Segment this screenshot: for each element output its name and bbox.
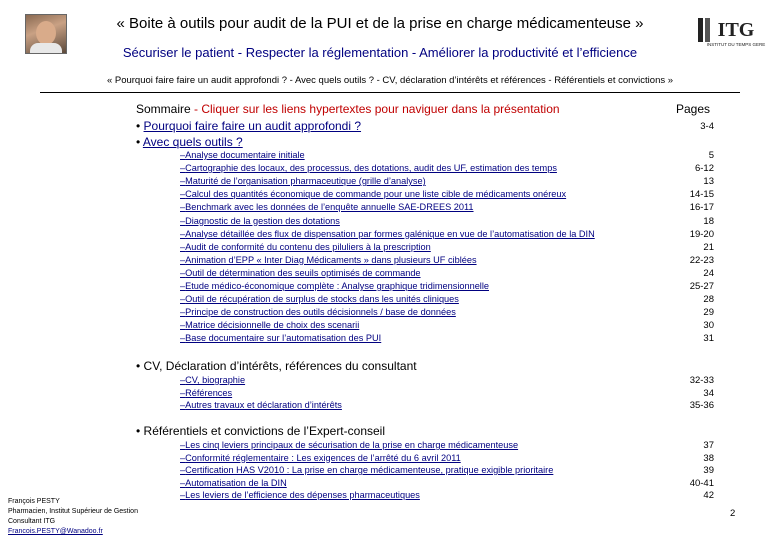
toc-subitem-label: Principe de construction des outils décisionnels / base de données (185, 307, 456, 318)
dash: – (180, 490, 186, 500)
toc-subitem-pages: 5 (708, 150, 714, 161)
toc-subitem-link[interactable] (180, 320, 359, 330)
dash: – (180, 150, 186, 160)
toc-subitem-pages: 13 (703, 176, 714, 188)
cv-section-title: CV, Déclaration d’intérêts, références du consultant (143, 359, 417, 373)
bullet: • (136, 359, 141, 373)
toc-subitem-link[interactable] (180, 440, 518, 450)
page-subtitle: Sécuriser le patient - Respecter la réglementation - Améliorer la productivité et l’efficience (122, 45, 638, 60)
toc-subitem-link[interactable] (180, 150, 305, 160)
dash: – (180, 215, 186, 226)
toc-entry-why (136, 119, 361, 133)
toc-subitem-link[interactable] (180, 229, 595, 239)
toc-subitem-label: Certification HAS V2010 : La prise en charge médicamenteuse, pratique exigible prioritaire (185, 465, 554, 475)
toc-subitem-pages: 39 (703, 465, 714, 476)
toc-subitem-link[interactable] (180, 202, 474, 212)
toc-subitem-label: Analyse détaillée des flux de dispensation par formes galénique en vue de l’automatisation de la DIN (185, 228, 595, 239)
toc-subitem-pages: 40-41 (689, 477, 714, 489)
why-audit-pages: 3-4 (700, 121, 714, 132)
toc-subitem-label: Audit de conformité du contenu des piluliers à la prescription (185, 241, 431, 252)
summary-heading (136, 102, 560, 116)
toc-subitem-link[interactable] (180, 176, 426, 186)
logo-subtext: INSTITUT DU TEMPS GERE (706, 42, 766, 47)
toc-subitem-label: Base documentaire sur l’automatisation des PUI (185, 333, 382, 344)
toc-subitem-label: Autres travaux et déclaration d’intérêts (185, 400, 342, 410)
toc-subitem-pages: 18 (703, 215, 714, 227)
toc-subitem-link[interactable] (180, 163, 557, 173)
cv-section-heading (136, 359, 417, 373)
toc-subitem-label: Outil de récupération de surplus de stocks dans les unités cliniques (185, 294, 459, 305)
toc-entry-tools (136, 135, 243, 149)
toc-subitem-label: Calcul des quantités économique de commande pour une liste cible de médicaments onéreux (185, 189, 567, 200)
toc-subitem-label: Animation d’EPP « Inter Diag Médicaments » dans plusieurs UF ciblées (185, 254, 477, 265)
toc-subitem-pages: 38 (703, 452, 714, 464)
toc-subitem-label: Conformité réglementaire : Les exigences de l’arrêté du 6 avril 2011 (185, 452, 461, 463)
toc-subitem-pages: 6-12 (694, 163, 714, 175)
toc-subitem-link[interactable] (180, 388, 232, 398)
dash: – (180, 477, 186, 488)
summary-title: Sommaire (136, 102, 191, 116)
toc-subitem-pages: 29 (703, 307, 714, 319)
photo-shirt (30, 43, 62, 53)
toc-subitem-label: Etude médico-économique complète : Analyse graphique tridimensionnelle (185, 281, 490, 291)
photo-face (36, 21, 56, 45)
toc-subitem-pages: 21 (703, 241, 714, 253)
toc-subitem-pages: 37 (703, 440, 714, 451)
dash: – (180, 465, 186, 475)
pages-column-header: Pages (676, 102, 711, 116)
toc-subitem-link[interactable] (180, 268, 421, 278)
toc-subitem-label: CV, biographie (185, 375, 246, 385)
page-number: 2 (730, 508, 736, 519)
toc-subitem-pages: 30 (703, 320, 714, 332)
dash: – (180, 294, 186, 305)
dash: – (180, 228, 186, 239)
dash: – (180, 320, 186, 331)
logo-text: ITG (717, 19, 755, 41)
bullet: • (136, 424, 141, 438)
summary-hint: - Cliquer sur les liens hypertextes pour naviguer dans la présentation (190, 102, 560, 116)
toc-subitem-label: Les leviers de l’efficience des dépenses pharmaceutiques (185, 490, 420, 500)
toc-subitem-pages: 35-36 (689, 400, 714, 411)
toc-subitem-label: Cartographie des locaux, des processus, des dotations, audit des UF, estimation des temps (185, 163, 557, 174)
bullet: • (136, 119, 141, 133)
ref-section-title: Référentiels et convictions de l’Expert-conseil (143, 424, 385, 438)
header-divider (40, 92, 740, 93)
dash: – (180, 387, 186, 398)
toc-subitem-label: Benchmark avec les données de l’enquête annuelle SAE-DREES 2011 (185, 202, 474, 213)
breadcrumb: « Pourquoi faire faire un audit approfondi ? - Avec quels outils ? - CV, déclaration d’intérêts et références - Référentiels et convictions » (106, 75, 674, 86)
dash: – (180, 440, 186, 450)
dash: – (180, 254, 186, 265)
toc-subitem-link[interactable] (180, 216, 340, 226)
dash: – (180, 241, 186, 252)
toc-subitem-link[interactable] (180, 281, 489, 291)
dash: – (180, 333, 186, 344)
toc-subitem-label: Diagnostic de la gestion des dotations (185, 215, 340, 226)
toc-subitem-link[interactable] (180, 478, 287, 488)
toc-subitem-label: Les cinq leviers principaux de sécurisation de la prise en charge médicamenteuse (185, 440, 519, 450)
dash: – (180, 281, 186, 291)
dash: – (180, 267, 186, 278)
itg-logo (698, 14, 766, 48)
author-email-link[interactable]: Francois.PESTY@Wanadoo.fr (8, 528, 103, 535)
tools-link[interactable]: Avec quels outils ? (142, 135, 243, 149)
author-name: François PESTY (8, 498, 60, 505)
toc-subitem-label: Outil de détermination des seuils optimisés de commande (185, 267, 421, 278)
toc-subitem-link[interactable] (180, 333, 381, 343)
toc-subitem-link[interactable] (180, 255, 477, 265)
toc-subitem-pages: 24 (703, 267, 714, 279)
dash: – (180, 176, 186, 187)
toc-subitem-label: Références (185, 387, 233, 398)
toc-subitem-pages: 42 (703, 490, 714, 501)
toc-subitem-link[interactable] (180, 294, 459, 304)
toc-subitem-pages: 25-27 (689, 281, 714, 292)
toc-subitem-pages: 16-17 (689, 202, 714, 214)
toc-subitem-label: Analyse documentaire initiale (185, 150, 305, 160)
dash: – (180, 189, 186, 200)
toc-subitem-pages: 31 (703, 333, 714, 345)
author-title: Consultant ITG (8, 518, 56, 525)
ref-section-heading (136, 424, 385, 438)
toc-subitem-pages: 34 (703, 387, 714, 399)
why-audit-link[interactable]: Pourquoi faire faire un audit approfondi ? (143, 119, 362, 133)
toc-subitem-label: Automatisation de la DIN (185, 477, 287, 488)
dash: – (180, 163, 186, 174)
toc-subitem-link[interactable] (180, 189, 566, 199)
toc-subitem-link[interactable] (180, 465, 553, 475)
toc-subitem-link[interactable] (180, 453, 461, 463)
toc-subitem-pages: 14-15 (689, 189, 714, 201)
toc-subitem-link[interactable] (180, 307, 456, 317)
toc-subitem-pages: 32-33 (689, 375, 714, 386)
author-photo (25, 14, 67, 54)
dash: – (180, 400, 186, 410)
toc-subitem-link[interactable] (180, 490, 420, 500)
toc-subitem-pages: 28 (703, 294, 714, 306)
toc-subitem-link[interactable] (180, 242, 431, 252)
toc-subitem-link[interactable] (180, 375, 245, 385)
author-role: Pharmacien, Institut Supérieur de Gestion (8, 508, 138, 515)
dash: – (180, 202, 186, 213)
dash: – (180, 307, 186, 318)
toc-subitem-pages: 19-20 (689, 228, 714, 240)
toc-subitem-label: Maturité de l’organisation pharmaceutique (grille d’analyse) (185, 176, 426, 187)
page-title: « Boite à outils pour audit de la PUI et de la prise en charge médicamenteuse » (116, 15, 644, 32)
toc-subitem-pages: 22-23 (689, 254, 714, 266)
toc-subitem-link[interactable] (180, 400, 342, 410)
dash: – (180, 452, 186, 463)
dash: – (180, 375, 186, 385)
bullet: • (136, 135, 141, 149)
toc-subitem-label: Matrice décisionnelle de choix des scenarii (185, 320, 360, 331)
